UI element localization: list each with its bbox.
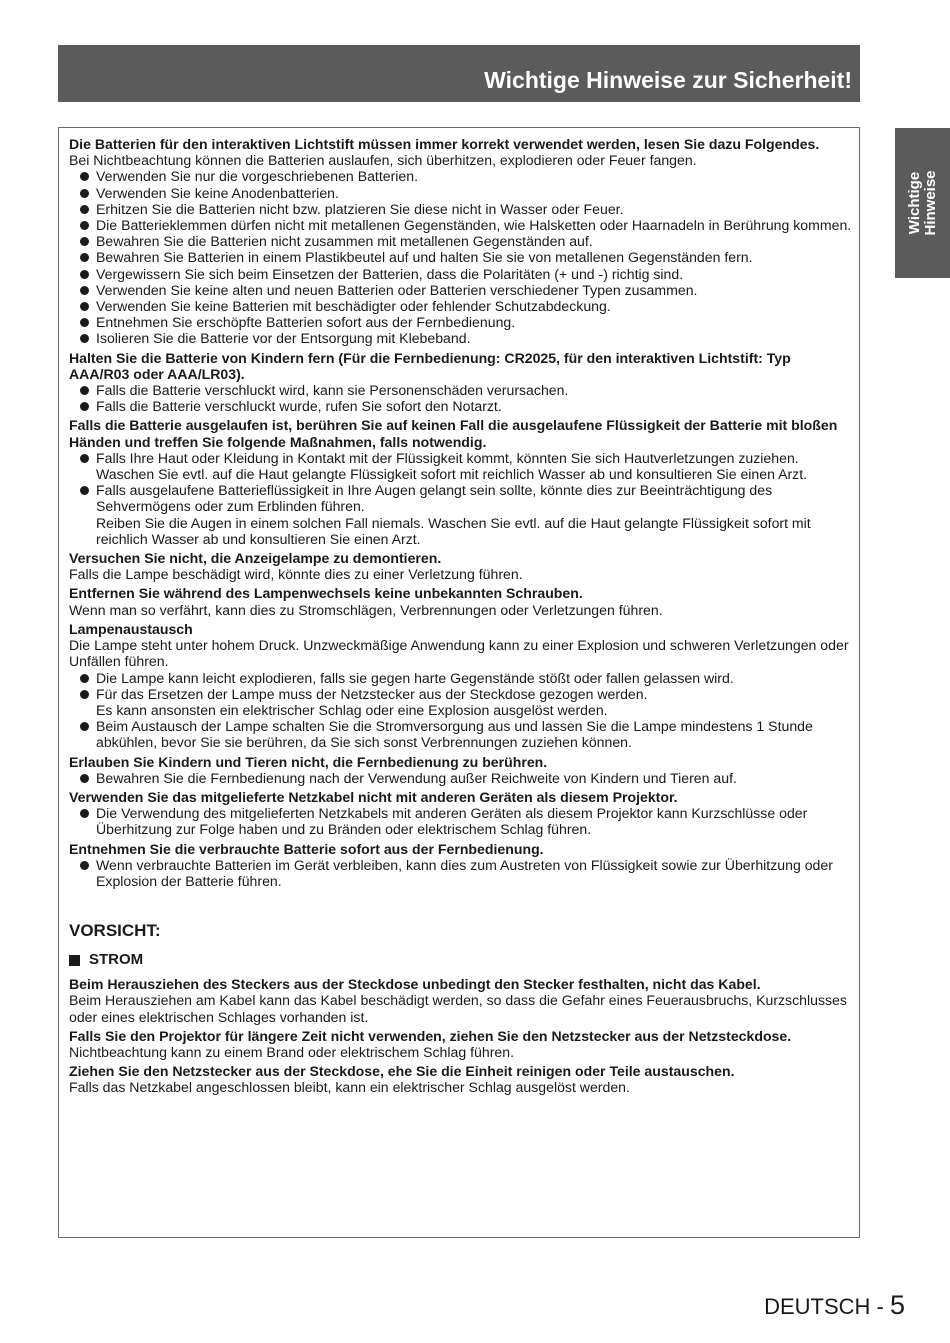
bullet-text: Falls ausgelaufene Batterieflüssigkeit in Ihre Augen gelangt sein sollte, könnte dies zur Beeinträchtigung des Sehvermögens oder zum Erblinden führen. — [96, 482, 773, 515]
caution-heading: Beim Herausziehen des Steckers aus der Steckdose unbedingt den Stecker festhalten, nicht das Kabel. — [69, 976, 761, 993]
bullet-dot-icon — [80, 486, 89, 495]
bullet-text: Wenn verbrauchte Batterien im Gerät verbleiben, kann dies zum Austreten von Flüssigkeit sowie zur Überhitzung oder Explosion der Batterie führen. — [96, 856, 833, 889]
bullet-dot-icon — [80, 386, 89, 395]
caution-title: VORSICHT: — [69, 921, 161, 941]
bullet-list — [69, 450, 853, 547]
bullet-item — [69, 282, 853, 298]
header-bar — [58, 45, 860, 102]
bullet-text: Isolieren Sie die Batterie vor der Entsorgung mit Klebeband. — [96, 330, 471, 347]
caution-text: Nichtbeachtung kann zu einem Brand oder elektrischem Schlag führen. — [69, 1043, 514, 1060]
bullet-item — [69, 330, 853, 346]
bullet-text: Verwenden Sie nur die vorgeschriebenen Batterien. — [96, 168, 419, 185]
caution-text: Beim Herausziehen am Kabel kann das Kabel beschädigt werden, so dass die Gefahr eines Feuerausbruchs, Kurzschlusses oder eines elektrischen Schlages vorhanden ist. — [69, 992, 847, 1025]
bullet-item — [69, 201, 853, 217]
warning-section — [69, 350, 853, 415]
bullet-dot-icon — [80, 334, 89, 343]
bullet-list — [69, 770, 853, 786]
section-text: Wenn man so verfährt, kann dies zu Stromschlägen, Verbrennungen oder Verletzungen führen. — [69, 601, 663, 618]
section-heading: Halten Sie die Batterie von Kindern fern (Für die Fernbedienung: CR2025, für den interaktiven Lichtstift: Typ AAA/R03 oder AAA/LR03). — [69, 349, 791, 382]
bullet-item — [69, 382, 853, 398]
bullet-item — [69, 686, 853, 718]
warning-section — [69, 550, 853, 582]
section-heading: Entnehmen Sie die verbrauchte Batterie sofort aus der Fernbedienung. — [69, 840, 544, 857]
bullet-text: Beim Austausch der Lampe schalten Sie die Stromversorgung aus und lassen Sie die Lampe mindestens 1 Stunde abkühlen, bevor Sie sie berühren, da Sie sich sonst Verbrennungen zuziehen können. — [96, 718, 813, 751]
bullet-list — [69, 670, 853, 751]
section-text: Falls die Lampe beschädigt wird, könnte dies zu einer Verletzung führen. — [69, 566, 523, 583]
bullet-item — [69, 298, 853, 314]
bullet-dot-icon — [80, 205, 89, 214]
bullet-item — [69, 805, 853, 837]
bullet-list — [69, 857, 853, 889]
bullet-text: Bewahren Sie die Fernbedienung nach der Verwendung außer Reichweite von Kindern und Tieren auf. — [96, 769, 737, 786]
bullet-dot-icon — [80, 454, 89, 463]
bullet-item — [69, 670, 853, 686]
bullet-dot-icon — [80, 774, 89, 783]
bullet-text: Vergewissern Sie sich beim Einsetzen der Batterien, dass die Polaritäten (+ und -) richtig sind. — [96, 265, 684, 282]
bullet-item — [69, 314, 853, 330]
section-heading: Lampenaustausch — [69, 620, 193, 637]
bullet-item — [69, 718, 853, 750]
warning-sections — [69, 136, 853, 889]
bullet-dot-icon — [80, 221, 89, 230]
page-footer — [764, 1290, 905, 1321]
bullet-item — [69, 398, 853, 414]
bullet-text: Falls die Batterie verschluckt wurde, rufen Sie sofort den Notarzt. — [96, 398, 502, 415]
section-text: Bei Nichtbeachtung können die Batterien auslaufen, sich überhitzen, explodieren oder Feuer fangen. — [69, 152, 697, 169]
bullet-text: Verwenden Sie keine Anodenbatterien. — [96, 184, 339, 201]
safety-content-box — [58, 127, 860, 1238]
bullet-dot-icon — [80, 690, 89, 699]
caution-text: Falls das Netzkabel angeschlossen bleibt, kann ein elektrischer Schlag ausgelöst werden. — [69, 1079, 630, 1096]
caution-item — [69, 976, 853, 1025]
warning-section — [69, 136, 853, 347]
warning-section — [69, 754, 853, 786]
bullet-dot-icon — [80, 302, 89, 311]
bullet-dot-icon — [80, 253, 89, 262]
page-title: Wichtige Hinweise zur Sicherheit! — [484, 67, 852, 93]
bullet-dot-icon — [80, 237, 89, 246]
bullet-text: Entnehmen Sie erschöpfte Batterien sofort aus der Fernbedienung. — [96, 314, 516, 331]
bullet-text: Es kann ansonsten ein elektrischer Schlag oder eine Explosion ausgelöst werden. — [96, 701, 608, 718]
caution-subtitle-label: STROM — [89, 951, 144, 969]
caution-items — [69, 976, 853, 1095]
bullet-dot-icon — [80, 189, 89, 198]
section-text: Die Lampe steht unter hohem Druck. Unzweckmäßige Anwendung kann zu einer Explosion und schweren Verletzungen oder Unfällen führen. — [69, 637, 849, 670]
bullet-text: Die Batterieklemmen dürfen nicht mit metallenen Gegenständen, wie Halsketten oder Haarnadeln in Berührung kommen. — [96, 217, 852, 234]
bullet-item — [69, 857, 853, 889]
bullet-dot-icon — [80, 318, 89, 327]
bullet-text: Reiben Sie die Augen in einem solchen Fall niemals. Waschen Sie evtl. auf die Haut gelangte Flüssigkeit sofort mit reichlich Wasser ab und konsultieren Sie einen Arzt. — [96, 514, 811, 547]
caution-heading: Falls Sie den Projektor für längere Zeit nicht verwenden, ziehen Sie den Netzstecker aus der Netzsteckdose. — [69, 1027, 792, 1044]
section-heading: Versuchen Sie nicht, die Anzeigelampe zu demontieren. — [69, 550, 442, 567]
bullet-dot-icon — [80, 809, 89, 818]
caution-subtitle — [69, 951, 853, 969]
section-heading: Entfernen Sie während des Lampenwechsels keine unbekannten Schrauben. — [69, 585, 583, 602]
bullet-item — [69, 770, 853, 786]
bullet-text: Verwenden Sie keine Batterien mit beschädigter oder fehlender Schutzabdeckung. — [96, 298, 611, 315]
warning-section — [69, 585, 853, 617]
bullet-list — [69, 382, 853, 414]
caution-item — [69, 1028, 853, 1060]
bullet-text: Die Verwendung des mitgelieferten Netzkabels mit anderen Geräten als diesem Projektor kann Kurzschlüsse oder Überhitzung zur Folge haben und zu Bränden oder elektrischem Schlag führen. — [96, 805, 808, 838]
bullet-dot-icon — [80, 674, 89, 683]
bullet-item — [69, 233, 853, 249]
bullet-item — [69, 482, 853, 547]
bullet-list — [69, 168, 853, 346]
warning-section — [69, 621, 853, 751]
bullet-item — [69, 185, 853, 201]
bullet-item — [69, 217, 853, 233]
section-heading: Die Batterien für den interaktiven Lichtstift müssen immer korrekt verwendet werden, lesen Sie dazu Folgendes. — [69, 136, 820, 152]
bullet-list — [69, 805, 853, 837]
bullet-item — [69, 450, 853, 482]
bullet-text: Verwenden Sie keine alten und neuen Batterien oder Batterien verschiedener Typen zusammen. — [96, 281, 698, 298]
section-heading: Falls die Batterie ausgelaufen ist, berühren Sie auf keinen Fall die ausgelaufene Flüssigkeit der Batterie mit bloßen Händen und treffen Sie folgende Maßnahmen, falls notwendig. — [69, 417, 838, 450]
bullet-dot-icon — [80, 270, 89, 279]
caution-item — [69, 1063, 853, 1095]
bullet-dot-icon — [80, 172, 89, 181]
bullet-item — [69, 266, 853, 282]
section-heading: Erlauben Sie Kindern und Tieren nicht, die Fernbedienung zu berühren. — [69, 753, 548, 770]
side-tab[interactable] — [895, 128, 950, 278]
bullet-text: Die Lampe kann leicht explodieren, falls sie gegen harte Gegenstände stößt oder fallen gelassen wird. — [96, 669, 734, 686]
bullet-text: Erhitzen Sie die Batterien nicht bzw. platzieren Sie diese nicht in Wasser oder Feuer. — [96, 200, 624, 217]
caution-heading: Ziehen Sie den Netzstecker aus der Steckdose, ehe Sie die Einheit reinigen oder Teile austauschen. — [69, 1063, 735, 1080]
bullet-dot-icon — [80, 861, 89, 870]
square-bullet-icon — [69, 955, 80, 966]
side-tab-line-1: Wichtige — [905, 171, 923, 235]
bullet-item — [69, 168, 853, 184]
side-tab-label — [907, 170, 939, 235]
warning-section — [69, 417, 853, 547]
bullet-text: Für das Ersetzen der Lampe muss der Netzstecker aus der Steckdose gezogen werden. — [96, 685, 648, 702]
warning-section — [69, 789, 853, 838]
bullet-dot-icon — [80, 722, 89, 731]
section-heading: Verwenden Sie das mitgelieferte Netzkabel nicht mit anderen Geräten als diesem Projektor. — [69, 788, 678, 805]
bullet-text: Falls Ihre Haut oder Kleidung in Kontakt mit der Flüssigkeit kommt, könnten Sie sich Hautverletzungen zuziehen. Waschen Sie evtl. auf die Haut gelangte Flüssigkeit sofort mit reichlich Wasser ab und konsultieren Sie einen Arzt. — [96, 449, 808, 483]
bullet-dot-icon — [80, 402, 89, 411]
bullet-text: Bewahren Sie die Batterien nicht zusammen mit metallenen Gegenständen auf. — [96, 233, 593, 250]
bullet-text: Bewahren Sie Batterien in einem Plastikbeutel auf und halten Sie sie von metallenen Gegenständen fern. — [96, 249, 753, 266]
footer-label: DEUTSCH - — [764, 1294, 890, 1319]
bullet-item — [69, 249, 853, 265]
bullet-text: Falls die Batterie verschluckt wird, kann sie Personenschäden verursachen. — [96, 382, 569, 399]
bullet-dot-icon — [80, 286, 89, 295]
side-tab-line-2: Hinweise — [921, 170, 939, 236]
page-number: 5 — [889, 1290, 905, 1320]
warning-section — [69, 841, 853, 890]
